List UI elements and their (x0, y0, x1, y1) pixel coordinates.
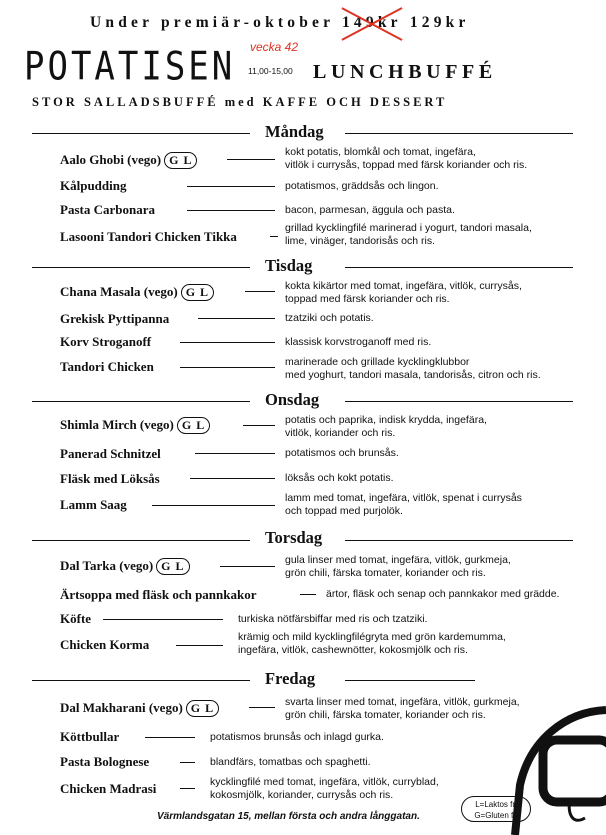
leader-line (195, 453, 275, 454)
divider (345, 267, 573, 268)
dish-name: Ärtsoppa med fläsk och pannkakor (60, 587, 257, 602)
dish-description: potatismos och brunsås. (285, 447, 399, 459)
dish-description: löksås och kokt potatis. (285, 472, 394, 484)
leader-line (198, 318, 275, 319)
dish-description: kokta kikärtor med tomat, ingefära, vitlök, currysås, toppad med färsk koriander och ris. (285, 280, 522, 305)
gl-badge: G L (181, 284, 214, 301)
dish-name: Shimla Mirch (vego) G L (60, 417, 210, 434)
day-heading-wednesday: Onsdag (265, 390, 320, 409)
week-label: vecka 42 (250, 40, 299, 54)
divider (32, 401, 250, 402)
leader-line (176, 645, 223, 646)
divider (32, 680, 250, 681)
gl-badge: G L (164, 152, 197, 169)
divider (345, 401, 573, 402)
dish-description: tzatziki och potatis. (285, 312, 374, 324)
leader-line (180, 367, 275, 368)
allergen-legend (461, 796, 531, 822)
dish-description: bacon, parmesan, äggula och pasta. (285, 204, 455, 216)
dish-name: Panerad Schnitzel (60, 446, 161, 461)
leader-line (187, 210, 275, 211)
dish-name: Aalo Ghobi (vego) G L (60, 152, 197, 169)
dish-name: Tandori Chicken (60, 359, 154, 374)
gl-badge: G L (156, 558, 189, 575)
leader-line (220, 566, 275, 567)
leader-line (187, 186, 275, 187)
dish-name: Köttbullar (60, 729, 120, 744)
divider (345, 680, 475, 681)
divider (32, 133, 250, 134)
dish-description: klassisk korvstroganoff med ris. (285, 336, 432, 348)
divider (32, 267, 250, 268)
dish-name: Kålpudding (60, 178, 127, 193)
dish-name: Lasooni Tandori Chicken Tikka (60, 229, 237, 244)
dish-name: Grekisk Pyttipanna (60, 311, 170, 326)
legend-lactose: L=Laktos fri (475, 800, 517, 809)
dish-description: lamm med tomat, ingefära, vitlök, spenat i currysås och toppad med purjolök. (285, 492, 522, 517)
dish-description: blandfärs, tomatbas och spaghetti. (210, 756, 371, 768)
leader-line (227, 159, 275, 160)
dish-description: potatismos brunsås och inlagd gurka. (210, 731, 384, 743)
page-subtitle: STOR SALLADSBUFFÉ med KAFFE OCH DESSERT (32, 95, 448, 109)
dish-description: potatis och paprika, indisk krydda, ingefära, vitlök, koriander och ris. (285, 414, 487, 439)
day-heading-friday: Fredag (265, 669, 316, 688)
dish-name: Köfte (60, 611, 92, 626)
dish-name: Pasta Bolognese (60, 754, 150, 769)
dish-description: svarta linser med tomat, ingefära, vitlök, gurkmeja, grön chili, färska tomater, koriander och ris. (285, 696, 520, 721)
dish-description: kokt potatis, blomkål och tomat, ingefära, vitlök i currysås, toppad med färsk koriander och ris. (285, 146, 528, 171)
gl-badge: G L (186, 700, 219, 717)
gl-badge: G L (177, 417, 210, 434)
leader-line (270, 236, 278, 237)
dish-description: marinerade och grillade kycklingklubbor med yoghurt, tandori masala, tandorisås, citron och ris. (285, 356, 541, 381)
opening-hours: 11,00-15,00 (248, 66, 293, 76)
dish-description: grillad kycklingfilé marinerad i yogurt, tandori masala, lime, vinäger, tandorisås och ris. (285, 222, 532, 247)
dish-name: Dal Tarka (vego) G L (60, 558, 190, 575)
dish-name: Pasta Carbonara (60, 202, 155, 217)
address: Värmlandsgatan 15, mellan första och andra långgatan. (157, 811, 420, 822)
divider (345, 133, 573, 134)
leader-line (145, 737, 195, 738)
leader-line (300, 594, 316, 595)
dish-description: potatismos, gräddsås och lingon. (285, 180, 439, 192)
divider (32, 540, 250, 541)
leader-line (249, 707, 275, 708)
leader-line (103, 619, 223, 620)
leader-line (180, 762, 195, 763)
day-heading-thursday: Torsdag (265, 528, 323, 547)
page-title: LUNCHBUFFÉ (313, 61, 497, 83)
leader-line (243, 425, 275, 426)
dish-name: Chicken Korma (60, 637, 150, 652)
divider (345, 540, 573, 541)
leader-line (245, 291, 275, 292)
dish-name: Dal Makharani (vego) G L (60, 700, 219, 717)
leader-line (180, 788, 195, 789)
leader-line (180, 342, 275, 343)
dish-description: kycklingfilé med tomat, ingefära, vitlök, curryblad, kokosmjölk, koriander, currysås och ris. (210, 776, 439, 801)
dish-name: Lamm Saag (60, 497, 127, 512)
day-heading-tuesday: Tisdag (265, 256, 313, 275)
leader-line (152, 505, 275, 506)
new-price: 129kr (409, 14, 470, 31)
dish-name: Chicken Madrasi (60, 781, 157, 796)
leader-line (190, 478, 275, 479)
dish-description: ärtor, fläsk och senap och pannkakor med grädde. (326, 588, 560, 600)
dish-description: krämig och mild kycklingfilégryta med grön kardemumma, ingefära, vitlök, cashewnötter, kokosmjölk och ris. (238, 631, 506, 656)
brand-logo: POTATISEN (24, 44, 236, 90)
dish-description: turkiska nötfärsbiffar med ris och tzatziki. (238, 613, 428, 625)
dish-name: Fläsk med Löksås (60, 471, 160, 486)
dish-name: Chana Masala (vego) G L (60, 284, 214, 301)
dish-description: gula linser med tomat, ingefära, vitlök, gurkmeja, grön chili, färska tomater, koriander och ris. (285, 554, 511, 579)
promo-text: Under premiär-oktober (90, 14, 334, 31)
dish-name: Korv Stroganoff (60, 334, 152, 349)
legend-gluten: G=Gluten fri (474, 811, 518, 820)
price-banner (90, 14, 470, 32)
old-price: 149kr (341, 14, 402, 31)
day-heading-monday: Måndag (265, 122, 324, 141)
